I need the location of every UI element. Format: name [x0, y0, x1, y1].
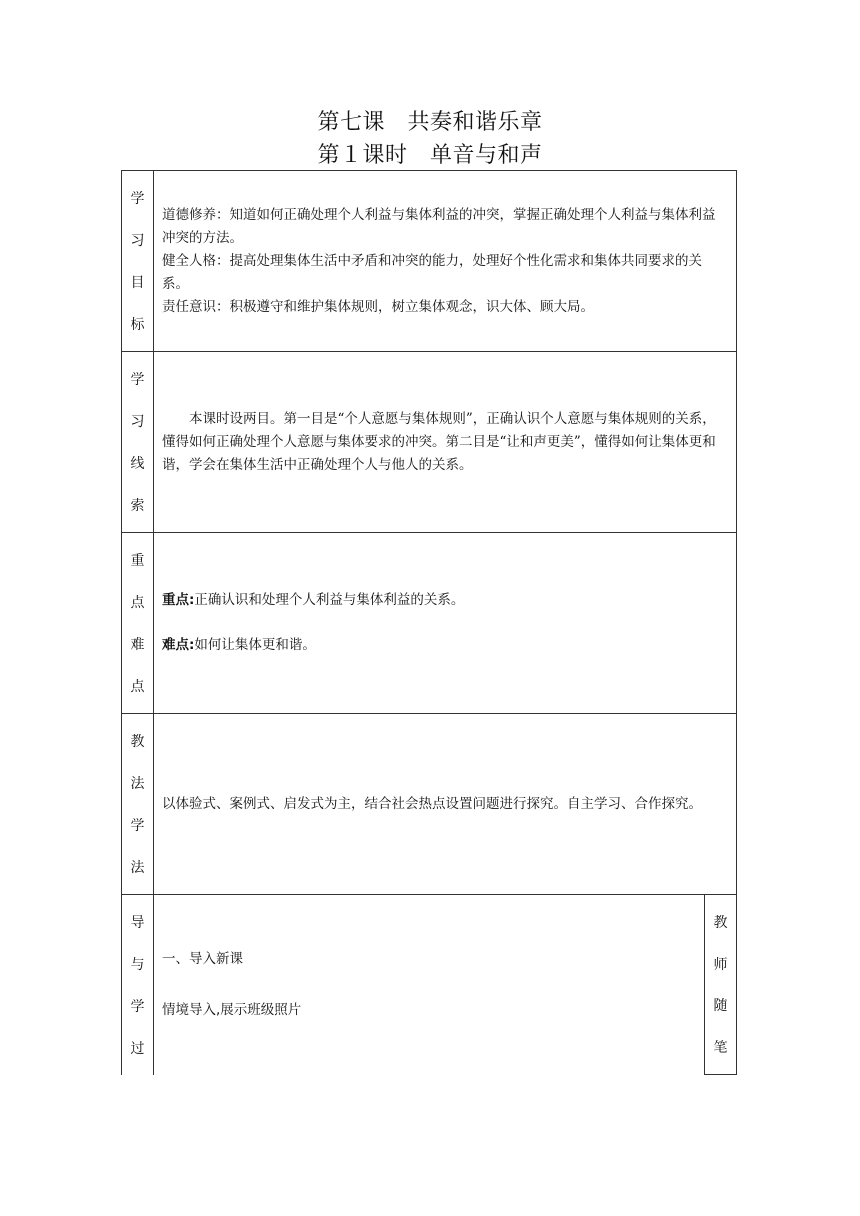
label-char: 学	[130, 818, 145, 834]
key-points-content	[162, 533, 728, 713]
period-title: 第１课时 单音与和声	[317, 143, 543, 168]
label-char: 师	[713, 956, 728, 973]
row-teaching-methods	[121, 713, 737, 894]
process-subheading: 情境导入,展示班级照片	[162, 1002, 302, 1018]
difficult-point-text: 如何让集体更和谐。	[194, 637, 316, 653]
label-char: 随	[713, 998, 728, 1015]
row-label-learning-goals	[122, 171, 154, 351]
label-char: 教	[130, 734, 145, 750]
label-char: 教	[713, 914, 728, 931]
goal-personality: 健全人格：提高处理集体生活中矛盾和冲突的能力，处理好个性化需求和集体共同要求的关系。	[162, 252, 702, 292]
key-point-text: 正确认识和处理个人利益与集体利益的关系。	[194, 592, 465, 608]
label-char: 点	[130, 595, 145, 611]
difficult-point-label: 难点:	[162, 637, 195, 653]
label-char: 笔	[713, 1040, 728, 1057]
process-heading: 一、导入新课	[162, 951, 243, 967]
key-point	[162, 589, 728, 612]
label-char: 学	[130, 999, 145, 1015]
teacher-notes-column	[704, 895, 736, 1075]
label-char: 导	[130, 915, 145, 931]
label-char: 重	[130, 553, 145, 569]
learning-clues-content	[162, 352, 728, 532]
row-learning-goals	[121, 170, 737, 351]
teaching-methods-content	[162, 714, 728, 894]
label-char: 标	[130, 317, 145, 333]
label-char: 与	[130, 957, 145, 973]
label-char: 目	[130, 275, 145, 291]
learning-goals-content	[162, 171, 728, 351]
label-char: 索	[130, 498, 145, 514]
lesson-plan-table	[121, 170, 737, 1075]
row-label-process	[122, 895, 154, 1075]
row-label-key-points	[122, 533, 154, 713]
row-key-difficult-points	[121, 532, 737, 713]
label-char: 学	[130, 191, 145, 207]
row-label-teaching-methods	[122, 714, 154, 894]
difficult-point	[162, 634, 728, 657]
goal-responsibility: 责任意识：积极遵守和维护集体规则，树立集体观念，识大体、顾大局。	[162, 298, 594, 315]
goal-moral: 道德修养：知道如何正确处理个人利益与集体利益的冲突，掌握正确处理个人利益与集体利益冲突的方法。	[162, 206, 716, 246]
label-char: 习	[130, 233, 145, 249]
row-label-learning-clues	[122, 352, 154, 532]
label-char: 法	[130, 776, 145, 792]
lesson-title: 第七课 共奏和谐乐章	[317, 110, 543, 135]
label-char: 法	[130, 860, 145, 876]
row-learning-clues	[121, 351, 737, 532]
methods-text: 以体验式、案例式、启发式为主，结合社会热点设置问题进行探究。自主学习、合作探究。	[162, 795, 702, 812]
key-point-label: 重点:	[162, 592, 195, 608]
row-learning-process	[121, 894, 737, 1075]
label-char: 习	[130, 414, 145, 430]
label-char: 难	[130, 637, 145, 653]
process-content	[162, 895, 696, 1075]
clues-text: 本课时设两目。第一目是“个人意愿与集体规则”，正确认识个人意愿与集体规则的关系，懂得如何正确处理个人意愿与集体要求的冲突。第二目是“让和声更美”，懂得如何让集体更和谐，学会在集体生活中正确处理个人与他人的关系。	[162, 410, 716, 473]
label-char: 点	[130, 679, 145, 695]
label-char: 过	[130, 1041, 145, 1057]
label-char: 线	[130, 456, 145, 472]
label-char: 学	[130, 372, 145, 388]
